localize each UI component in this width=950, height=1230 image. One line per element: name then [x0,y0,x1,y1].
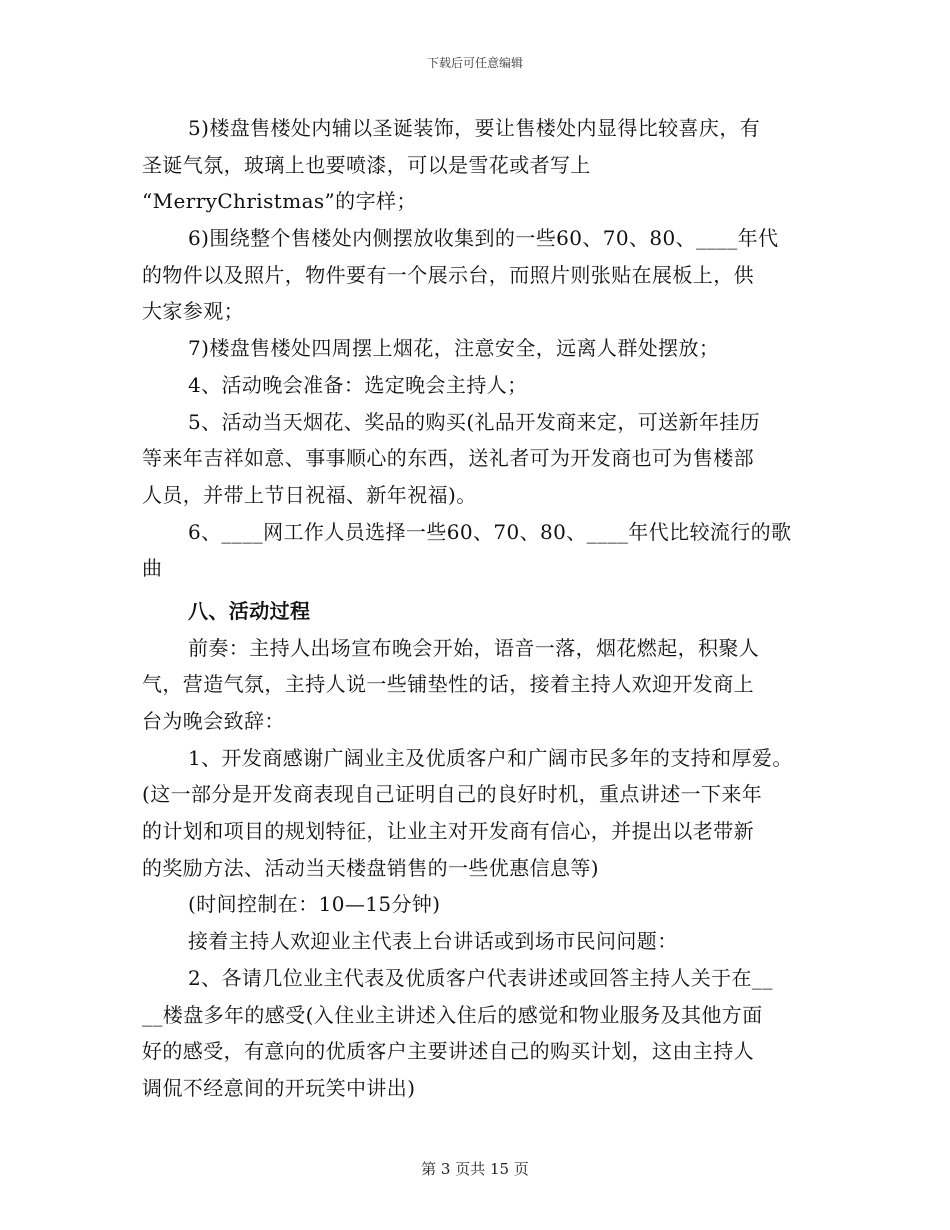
text-line: 4、活动晚会准备：选定晚会主持人； [188,372,528,397]
text-line: 2、各请几位业主代表及优质客户代表讲述或回答主持人关于在__ [188,965,773,990]
text-line: 6、____网工作人员选择一些60、70、80、____年代比较流行的歌 [188,519,792,544]
text-line: 调侃不经意间的开玩笑中讲出) [142,1075,416,1100]
text-line: 6)围绕整个售楼处内侧摆放收集到的一些60、70、80、____年代 [188,226,779,251]
text-line: 接着主持人欢迎业主代表上台讲话或到场市民问问题： [188,929,678,954]
text-line: 的计划和项目的规划特征，让业主对开发商有信心，并提出以老带新 [142,819,754,844]
text-line: 的奖励方法、活动当天楼盘销售的一些优惠信息等) [142,855,600,880]
page-header: 下载后可任意编辑 [426,56,523,70]
section-heading: 八、活动过程 [188,598,311,623]
page-footer: 第 3 页共 15 页 [421,1160,529,1178]
text-line: 的物件以及照片，物件要有一个展示台，而照片则张贴在展板上，供 [142,262,754,287]
text-line: 圣诞气氛，玻璃上也要喷漆，可以是雪花或者写上 [142,152,591,177]
text-line: 好的感受，有意向的优质客户主要讲述自己的购买计划，这由主持人 [142,1039,754,1064]
text-line: __楼盘多年的感受(入住业主讲述入住后的感觉和物业服务及其他方面 [142,1002,763,1027]
text-line: 大家参观； [142,299,244,324]
text-line: 5)楼盘售楼处内辅以圣诞装饰，要让售楼处内显得比较喜庆，有 [188,116,761,140]
text-line: 等来年吉祥如意、事事顺心的东西，送礼者可为开发商也可为售楼部 [142,446,754,471]
text-line: 曲 [142,556,163,581]
text-line: 1、开发商感谢广阔业主及优质客户和广阔市民多年的支持和厚爱。 [188,745,793,770]
text-line: (这一部分是开发商表现自己证明自己的良好时机，重点讲述一下来年 [142,782,763,807]
text-line: 前奏：主持人出场宣布晚会开始，语音一落，烟花燃起，积聚人 [188,635,760,660]
text-line: “MerryChristmas”的字样； [142,189,417,214]
document-body [142,110,822,1107]
text-line: 台为晚会致辞： [142,709,285,733]
text-line: 7)楼盘售楼处四周摆上烟花，注意安全，远离人群处摆放； [188,336,720,361]
text-line: 气，营造气氛，主持人说一些铺垫性的话，接着主持人欢迎开发商上 [142,672,754,697]
text-line: (时间控制在：10—15分钟) [188,892,441,917]
text-line: 人员，并带上节日祝福、新年祝福)。 [142,482,477,507]
text-line: 5、活动当天烟花、奖品的购买(礼品开发商来定，可送新年挂历 [188,409,761,434]
